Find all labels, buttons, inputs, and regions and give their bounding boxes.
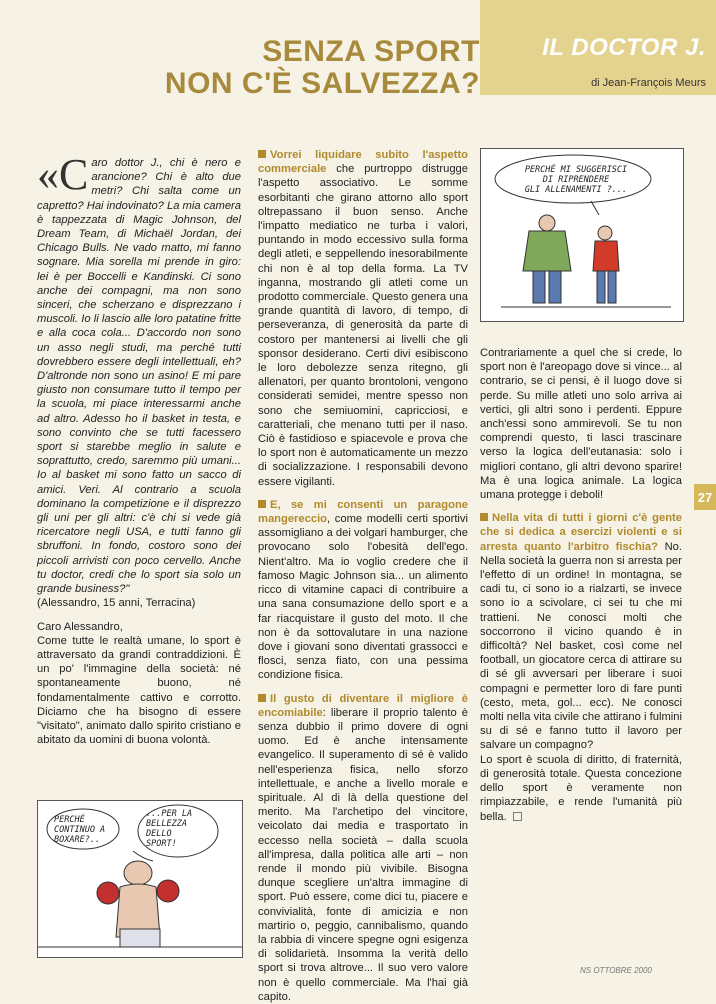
section-lead: E, se mi consenti un paragone mangereccio (258, 498, 468, 526)
column-2 (258, 148, 468, 1004)
column-name: IL DOCTOR J. (542, 34, 706, 61)
section-4 (480, 511, 682, 752)
section-bullet (258, 694, 266, 702)
bubble-text: BELLEZZA (146, 819, 187, 829)
letter-signature: (Alessandro, 15 anni, Terracina) (37, 597, 196, 610)
section-text: : liberare il proprio talento è senza dubbio il primo dovere di ogni uomo. Ed è anche intensamente evangelico. Il superamento di sé è valido nell'esperienza fisica, nello sforzo intellettuale, e anche a livello morale e spirituale. Al di là della questione del merito. Ma l'archetipo del vincitore, veicolato dai media e trasportato in eccesso nella società – dalla scuola all'impresa, dalla politica alle arti – non rende il mondo più vivibile. Bisogna dunque scegliere un'altra immagine di sport. Può essere, come dici tu, piacere e convivialità, fonte di amicizia e non martirio o, peggio, cannibalismo, quando la rabbia di vincere spegne ogni esigenza di solidarietà. Insomma la verità dello sport si trova altrove... Il suo vero valore non è quello commerciale. Ma l'hai già capito. (258, 706, 468, 1003)
section-text: che purtroppo distrugge l'aspetto associativo. Le somme esorbitanti che girano attorno allo sport oltrepassano il buon senso. Anche l'impatto mediatico ne turba i valori, puntando in modo eccessivo sulla forma degli atleti, e seppellendo inesorabilmente chi non è al top della forma. La TV inganna, mostrando gli atleti come un prodotto commerciale. Questo genera una grande quantità di lavoro, di tempo, di perseveranza, di generosità da parte di costoro per mantenersi ai livelli che gli sponsor desiderano. Certi divi esibiscono le loro debolezze senza ritegno, gli allenatori, per quanto brontoloni, vengono considerati semidei, mentre spesso non sono che semiuomini, capricciosi, e caratteriali, che menano tutti per il naso. Ciò è fastidioso e spiacevole e prova che lo sport non è automaticamente un mezzo di socializzazione. I responsabili devono essere vigilanti. (258, 163, 468, 488)
end-of-article-mark (513, 812, 522, 821)
bubble-text: GLI ALLENAMENTI ?... (524, 185, 628, 195)
bubble-text: PERCHÉ MI SUGGERISCI (524, 165, 628, 175)
letter-text: aro dottor J., chi è nero e arancione? Chi è alto due metri? Chi salta come un capretto? Hai indovinato? La mia camera è tappezzata di Magic Johnson, del Dream Team, di Michaël Jordan, dei Chicago Bulls. Ne vado matto, mi fanno sognare. Mia sorella mi prende in giro: lei è per Boccelli e Kandinski. Ci sono anche dei compagni, ma non sono sinceri, che scherzano e disprezzano i muscoli. Io li lascio alle loro patatine fritte e alla coca cola... D'accordo non sono un asso negli studi, ma perché tutti dovrebbero essere degli intellettuali, eh? D'altronde non sono un asino! E mi pare giusto non consumare tutto il tempo per la scuola, mi piace interessarmi anche ad altro. Adesso ho il basket in testa, e sono convinto che se tutti facessero sport si starebbe meglio in salute e soprattutto, credo, saremmo più umani... Io al basket mi sono fatto un sacco di amici. Veri. Al contrario a scuola dominano la competizione e il disprezzo gli uni per gli altri: c'è chi si vede già ricercatore negli USA, e tutti fanno gli sbruffoni. In fondo, costoro sono dei piccoli arrivisti con poco cervello. Anche tu doctor, credi che lo sport sia solo un grande business?" (37, 157, 241, 596)
column-3 (480, 346, 682, 824)
title-line-2: NON C'È SALVEZZA? (164, 67, 480, 100)
runners-cartoon (480, 148, 684, 322)
issue-footer: NS OTTOBRE 2000 (580, 966, 652, 975)
bubble-text: PERCHÉ (54, 815, 85, 825)
section-lead: Vorrei liquidare subito l'aspetto commerciale (258, 149, 468, 176)
reply-paragraph-1: Come tutte le realtà umane, lo sport è attraversato da grandi contraddizioni. È un po' l'immagine della società: né spontaneamente buono, né fondamentalmente cattivo e corrotto. Diciamo che ha bisogno di essere "visitato", animato dallo spirito cristiano e abitato da uomini di buona volontà. (37, 634, 241, 747)
section-lead: Il gusto di diventare il migliore è encomiabile (258, 692, 468, 719)
article-title (150, 36, 480, 100)
section-1 (258, 148, 468, 489)
author-byline: di Jean-François Meurs (591, 77, 706, 89)
column-1 (37, 150, 241, 747)
bubble-text: CONTINUO A (54, 825, 106, 835)
page-number: 27 (694, 484, 716, 510)
section-bullet (258, 500, 266, 508)
bubble-text: BOXARE?.. (54, 835, 101, 845)
section-text: No. Nella società la guerra non si arresta per l'effetto di un ordine! In montagna, se cadi tu, ci sono io a rialzarti, se invece sono io a scivolare, ci sei tu che mi trattieni. Ne conosci molti che soccorrono il vicino quando è in difficoltà? Nel basket, così come nel football, un giocatore cerca di attirare su di sé gli avversari per liberare i suoi compagni e permetter loro di fare punti (cesto, meta, gol... ecc). Ne conosci molti nella vita civile che attirano i fulmini su di sé e fanno tutto il lavoro per salvare un compagno? (480, 540, 682, 752)
boxer-bubble-left (54, 815, 105, 845)
reader-letter (37, 150, 241, 596)
boxer-bubble-right (146, 809, 192, 849)
section-5 (480, 753, 682, 824)
bubble-text: DELLO (146, 829, 172, 839)
section-text: , come modelli certi sportivi assomigliano a dei volgari hamburger, che provocano solo l'obesità dell'ego. Nient'altro. Ma io voglio credere che il famoso Magic Johnson sia... un alimento ricco di vitamine capaci di contribuire a una sana consumazione dello sport e a far riacquistare il gusto del moto. Il che non è da sottovalutare in una nazione dove i giovani sono diventati grassocci e flosci, senza fiato, con una pessima condizione fisica. (258, 513, 468, 682)
section-bullet (480, 513, 488, 521)
section-5-text: Lo sport è scuola di diritto, di fraternità, di generosità totale. Questa concezione dello sport è veramente non rimpiazzabile, e rende l'umanità più bella. (480, 753, 682, 823)
section-3 (258, 692, 468, 1004)
opening-quote-mark: «C (37, 150, 89, 199)
section-3b: Contrariamente a quel che si crede, lo sport non è l'areopago dove si vince... al contrario, se ci pensi, è il luogo dove si perde. Su mille atleti uno solo arriva ai vertici, gli altri sono i perdenti. Eppure anch'essi sono ammirevoli. Se tu non comprendi questo, ti lasci trascinare verso la logica dell'eutanasia: solo i migliori contano, gli altri devono sparire! Ma è una logica animale. La logica umana protegge i deboli! (480, 347, 682, 502)
runners-bubble (511, 165, 641, 195)
section-bullet (258, 150, 266, 158)
section-2 (258, 498, 468, 683)
boxer-cartoon (37, 800, 243, 958)
bubble-text: DI RIPRENDERE (542, 175, 610, 185)
section-lead: Nella vita di tutti i giorni c'è gente che si dedica a esercizi violenti e si arresta quanto l'arbitro fischia? (480, 512, 682, 553)
title-line-1: SENZA SPORT (262, 35, 480, 68)
bubble-text: SPORT! (146, 839, 177, 849)
reply-salutation: Caro Alessandro, (37, 620, 123, 633)
bubble-text: ...PER LA (146, 809, 193, 819)
